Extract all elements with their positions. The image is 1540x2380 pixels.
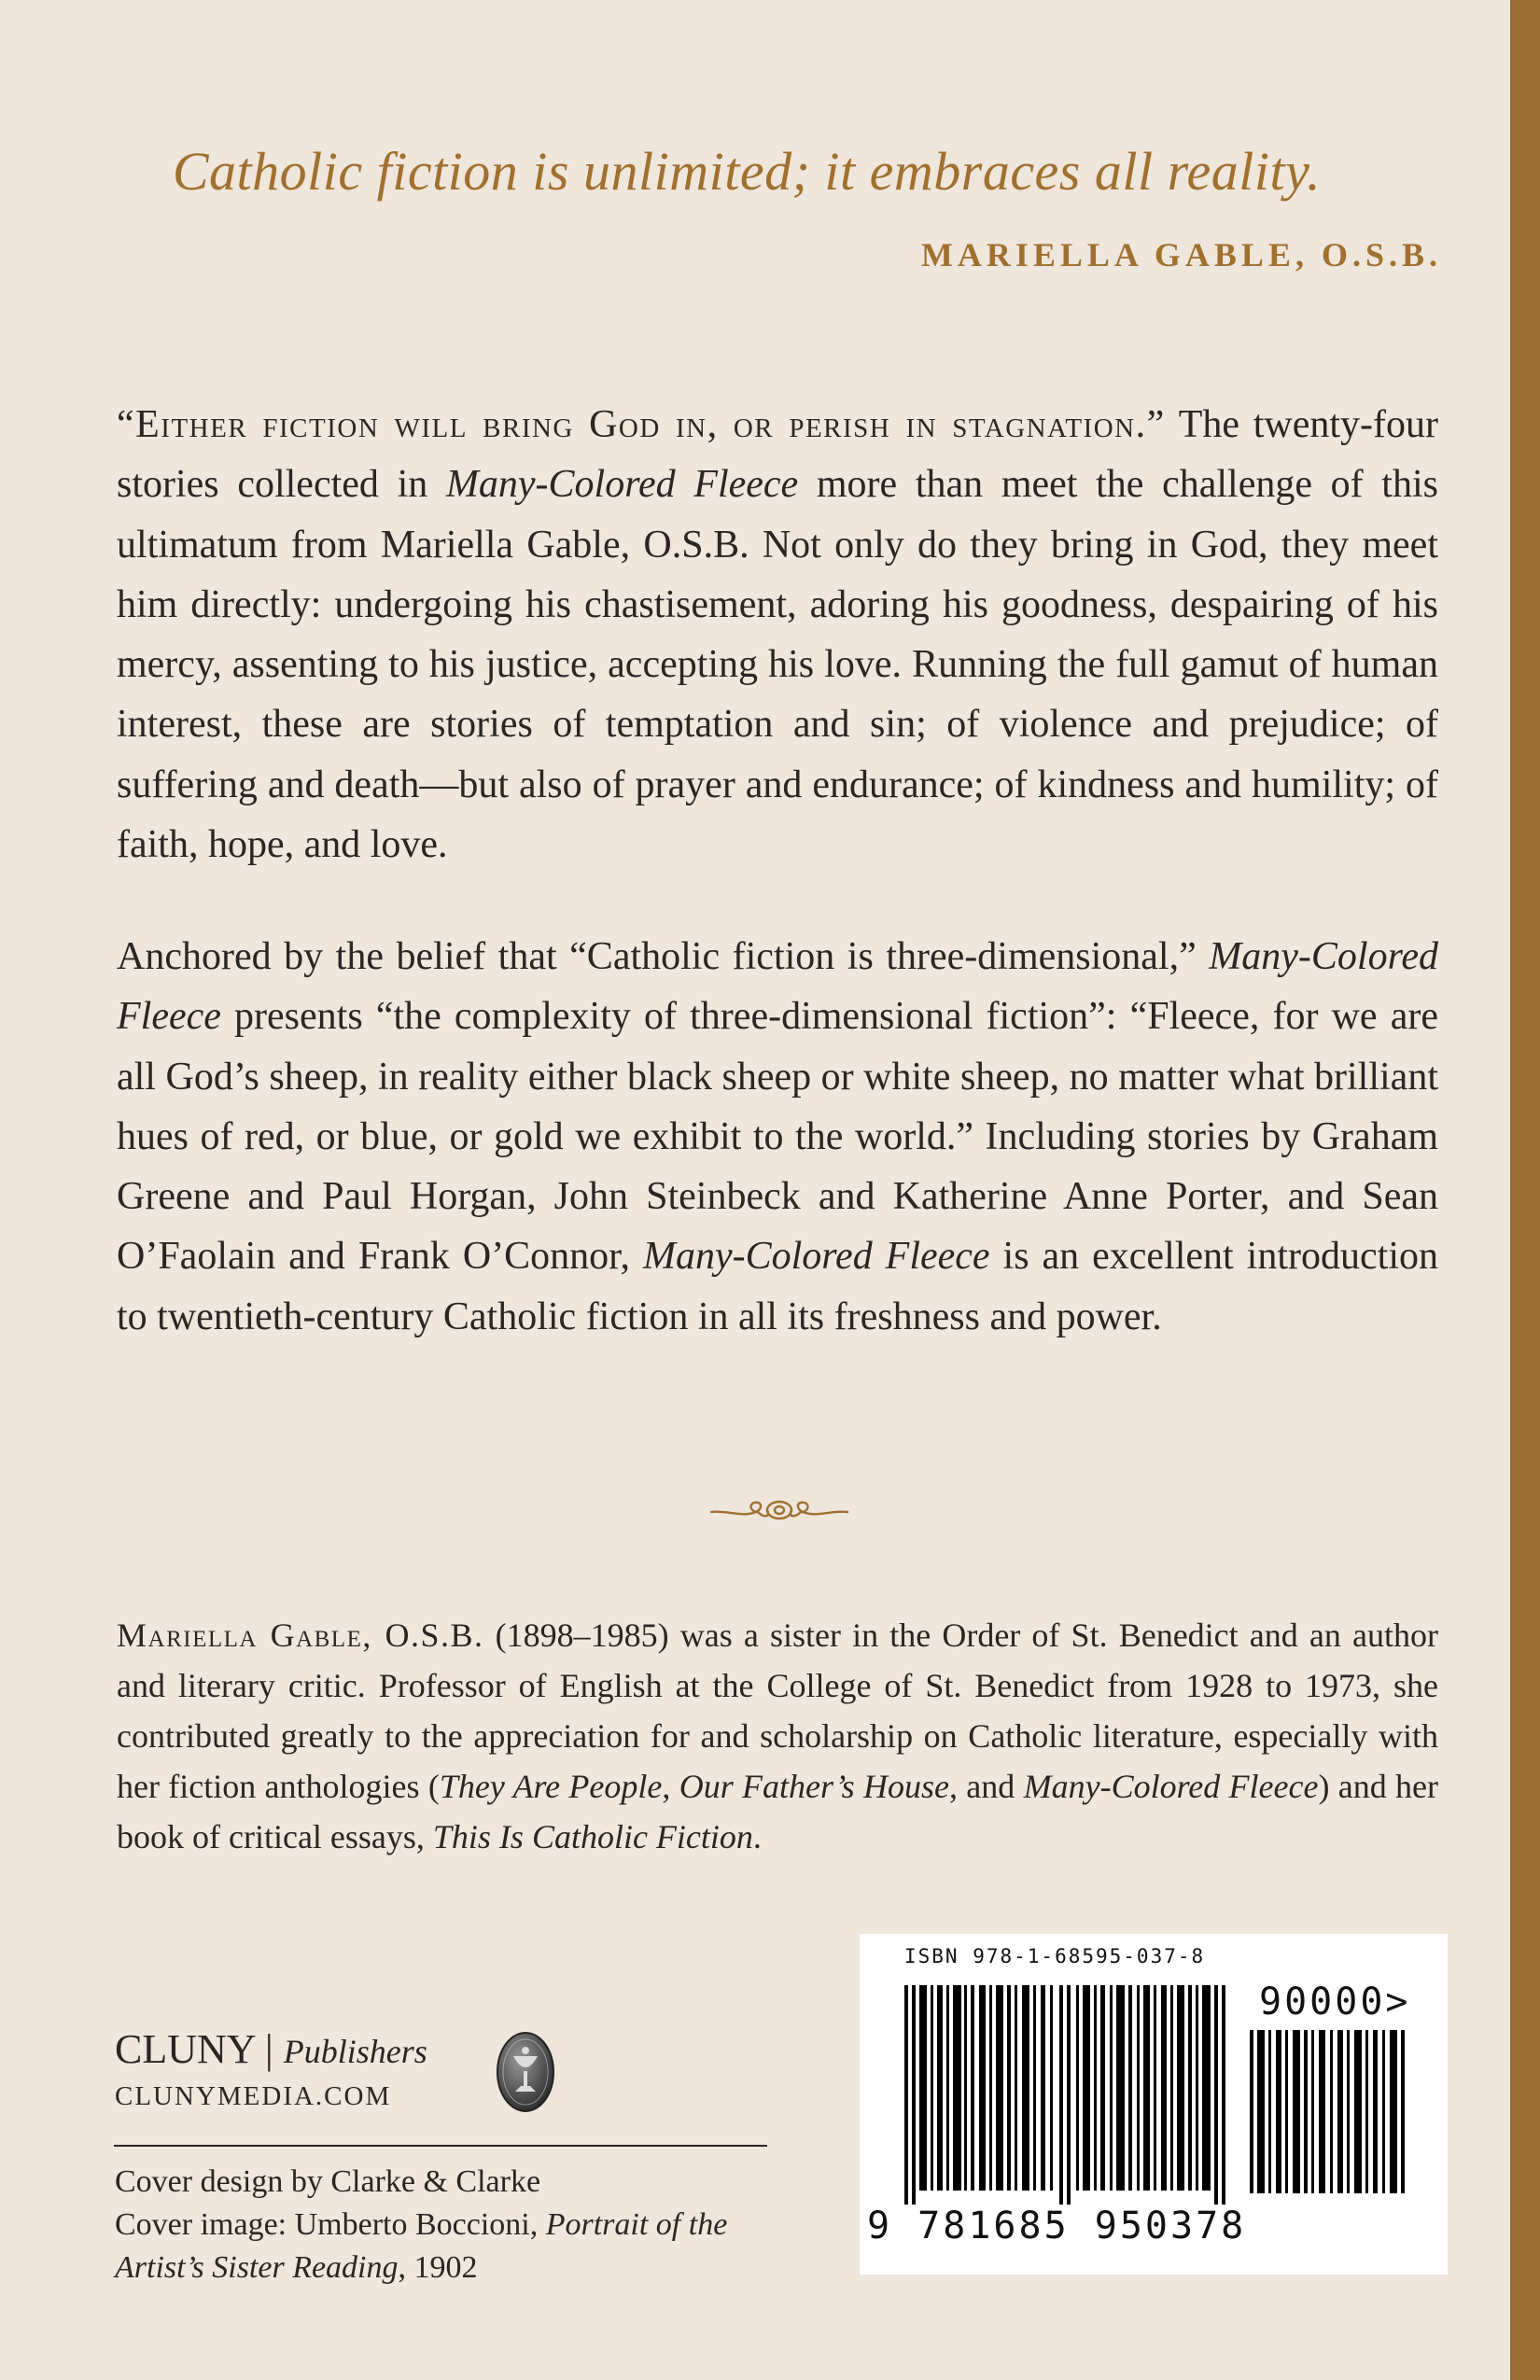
- author-bio: [117, 1610, 1438, 1862]
- isbn-label: ISBN 978-1-68595-037-8: [904, 1945, 1206, 1967]
- anthology-title: Many-Colored Fleece: [1023, 1768, 1319, 1805]
- paragraph-text: The twenty-four stories collected in: [117, 403, 1438, 507]
- epigraph-quote: Catholic fiction is unlimited; it embraces all reality.: [172, 141, 1322, 202]
- bio-text: ,: [662, 1768, 679, 1805]
- book-title: Many-Colored Fleece: [642, 1235, 990, 1279]
- price-barcode: [1250, 2030, 1418, 2193]
- anthology-title: They Are People: [439, 1768, 663, 1805]
- barcode-box: [860, 1934, 1448, 2275]
- essays-title: This Is Catholic Fiction: [432, 1818, 753, 1855]
- spine-edge: [1510, 0, 1540, 2380]
- publisher-suffix: Publishers: [283, 2033, 427, 2070]
- book-title: Many-Colored Fleece: [117, 935, 1438, 1039]
- bio-text: (1898–1985) was a sister in the Order of St. Benedict and an author and literary critic. Professor of English at the College of St. Benedict from 1928 to 1973, she contributed greatly to the appreciation for and scholarship on Catholic literature, especially with her fiction anthologies (: [117, 1617, 1438, 1805]
- lead-quote: “Either fiction will bring God in, or perish in stagnation.”: [117, 403, 1166, 446]
- price-code: 90000>: [1259, 1981, 1411, 2023]
- paragraph-text: is an excellent introduction to twentieth-century Catholic fiction in all its freshness and power.: [117, 1235, 1438, 1338]
- paragraph-text: presents “the complexity of three-dimensional fiction”: “Fleece, for we are all God’s sheep, in reality either black sheep or white sheep, no matter what brilliant hues of red, or blue, or gold we exhibit to the world.” Including stories by Graham Greene and Paul Horgan, John Steinbeck and Katherine Anne Porter, and Sean O’Faolain and Frank O’Connor,: [117, 995, 1438, 1279]
- ean-digits: 9 781685 950378: [867, 2205, 1247, 2247]
- book-title: Many-Colored Fleece: [445, 463, 799, 507]
- chalice-seal-icon: [495, 2030, 556, 2114]
- anthology-title: Our Father’s House: [679, 1768, 949, 1805]
- publisher-logo-text: CLUNY: [115, 2026, 255, 2072]
- author-name: Mariella Gable, O.S.B.: [117, 1617, 484, 1654]
- design-credit: Cover design by Clarke & Clarke: [115, 2164, 541, 2199]
- divider-rule: [114, 2145, 767, 2147]
- paragraph-text: more than meet the challenge of this ultimatum from Mariella Gable, O.S.B. Not only do they bring in God, they meet him directly: undergoing his chastisement, adoring his goodness, despairing of his mercy, assenting to his justice, accepting his love. Running the full gamut of human interest, these are stories of temptation and sin; of violence and prejudice; of suffering and death—but also of prayer and endurance; of kindness and humility; of faith, hope, and love.: [117, 463, 1438, 867]
- flourish-ornament-icon: [709, 1491, 849, 1529]
- bio-text: .: [752, 1818, 762, 1855]
- epigraph-author: MARIELLA GABLE, O.S.B.: [920, 236, 1442, 273]
- publisher-divider: |: [254, 2026, 284, 2072]
- cover-credits: [115, 2161, 787, 2289]
- publisher-url: CLUNYMEDIA.COM: [115, 2081, 392, 2111]
- image-credit-prefix: Cover image: Umberto Boccioni,: [115, 2207, 546, 2242]
- description-paragraph-2: [117, 927, 1438, 1347]
- bio-text: ) and her book of critical essays,: [117, 1768, 1439, 1855]
- paragraph-text: Anchored by the belief that “Catholic fiction is three-dimensional,”: [117, 935, 1210, 978]
- publisher-name: [115, 2025, 427, 2073]
- bio-text: , and: [949, 1768, 1024, 1805]
- ean-barcode: [904, 1985, 1240, 2205]
- description-paragraph-1: [117, 395, 1438, 875]
- painting-year: , 1902: [398, 2250, 478, 2285]
- image-credit: [115, 2204, 787, 2289]
- painting-title: Portrait of the Artist’s Sister Reading: [115, 2207, 728, 2285]
